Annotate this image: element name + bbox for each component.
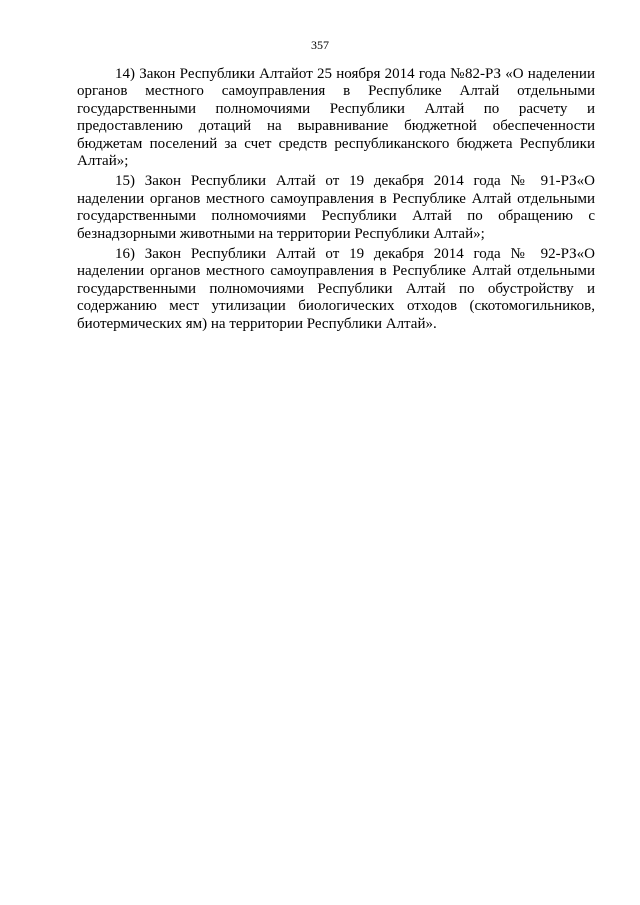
page-number: 357 <box>311 38 329 52</box>
paragraph-law-14: 14) Закон Республики Алтайот 25 ноября 2014 года №82-РЗ «О наделении органов местного самоуправления в Республике Алтай отдельными государственными полномочиями Республики Алтай по расчету и предоставлению дотаций на выравнивание бюджетной обеспеченности бюджетам поселений за счет средств республиканского бюджета Республики Алтай»; <box>77 66 595 170</box>
paragraph-law-15: 15) Закон Республики Алтай от 19 декабря 2014 года № 91-РЗ«О наделении органов местного самоуправления в Республике Алтай отдельными государственными полномочиями Республики Алтай по обращению с безнадзорными животными на территории Республики Алтай»; <box>77 173 595 242</box>
document-body <box>77 66 595 336</box>
paragraph-law-16: 16) Закон Республики Алтай от 19 декабря 2014 года № 92-РЗ«О наделении органов местного самоуправления в Республике Алтай отдельными государственными полномочиями Республики Алтай по обустройству и содержанию мест утилизации биологических отходов (скотомогильников, биотермических ям) на территории Республики Алтай». <box>77 246 595 332</box>
